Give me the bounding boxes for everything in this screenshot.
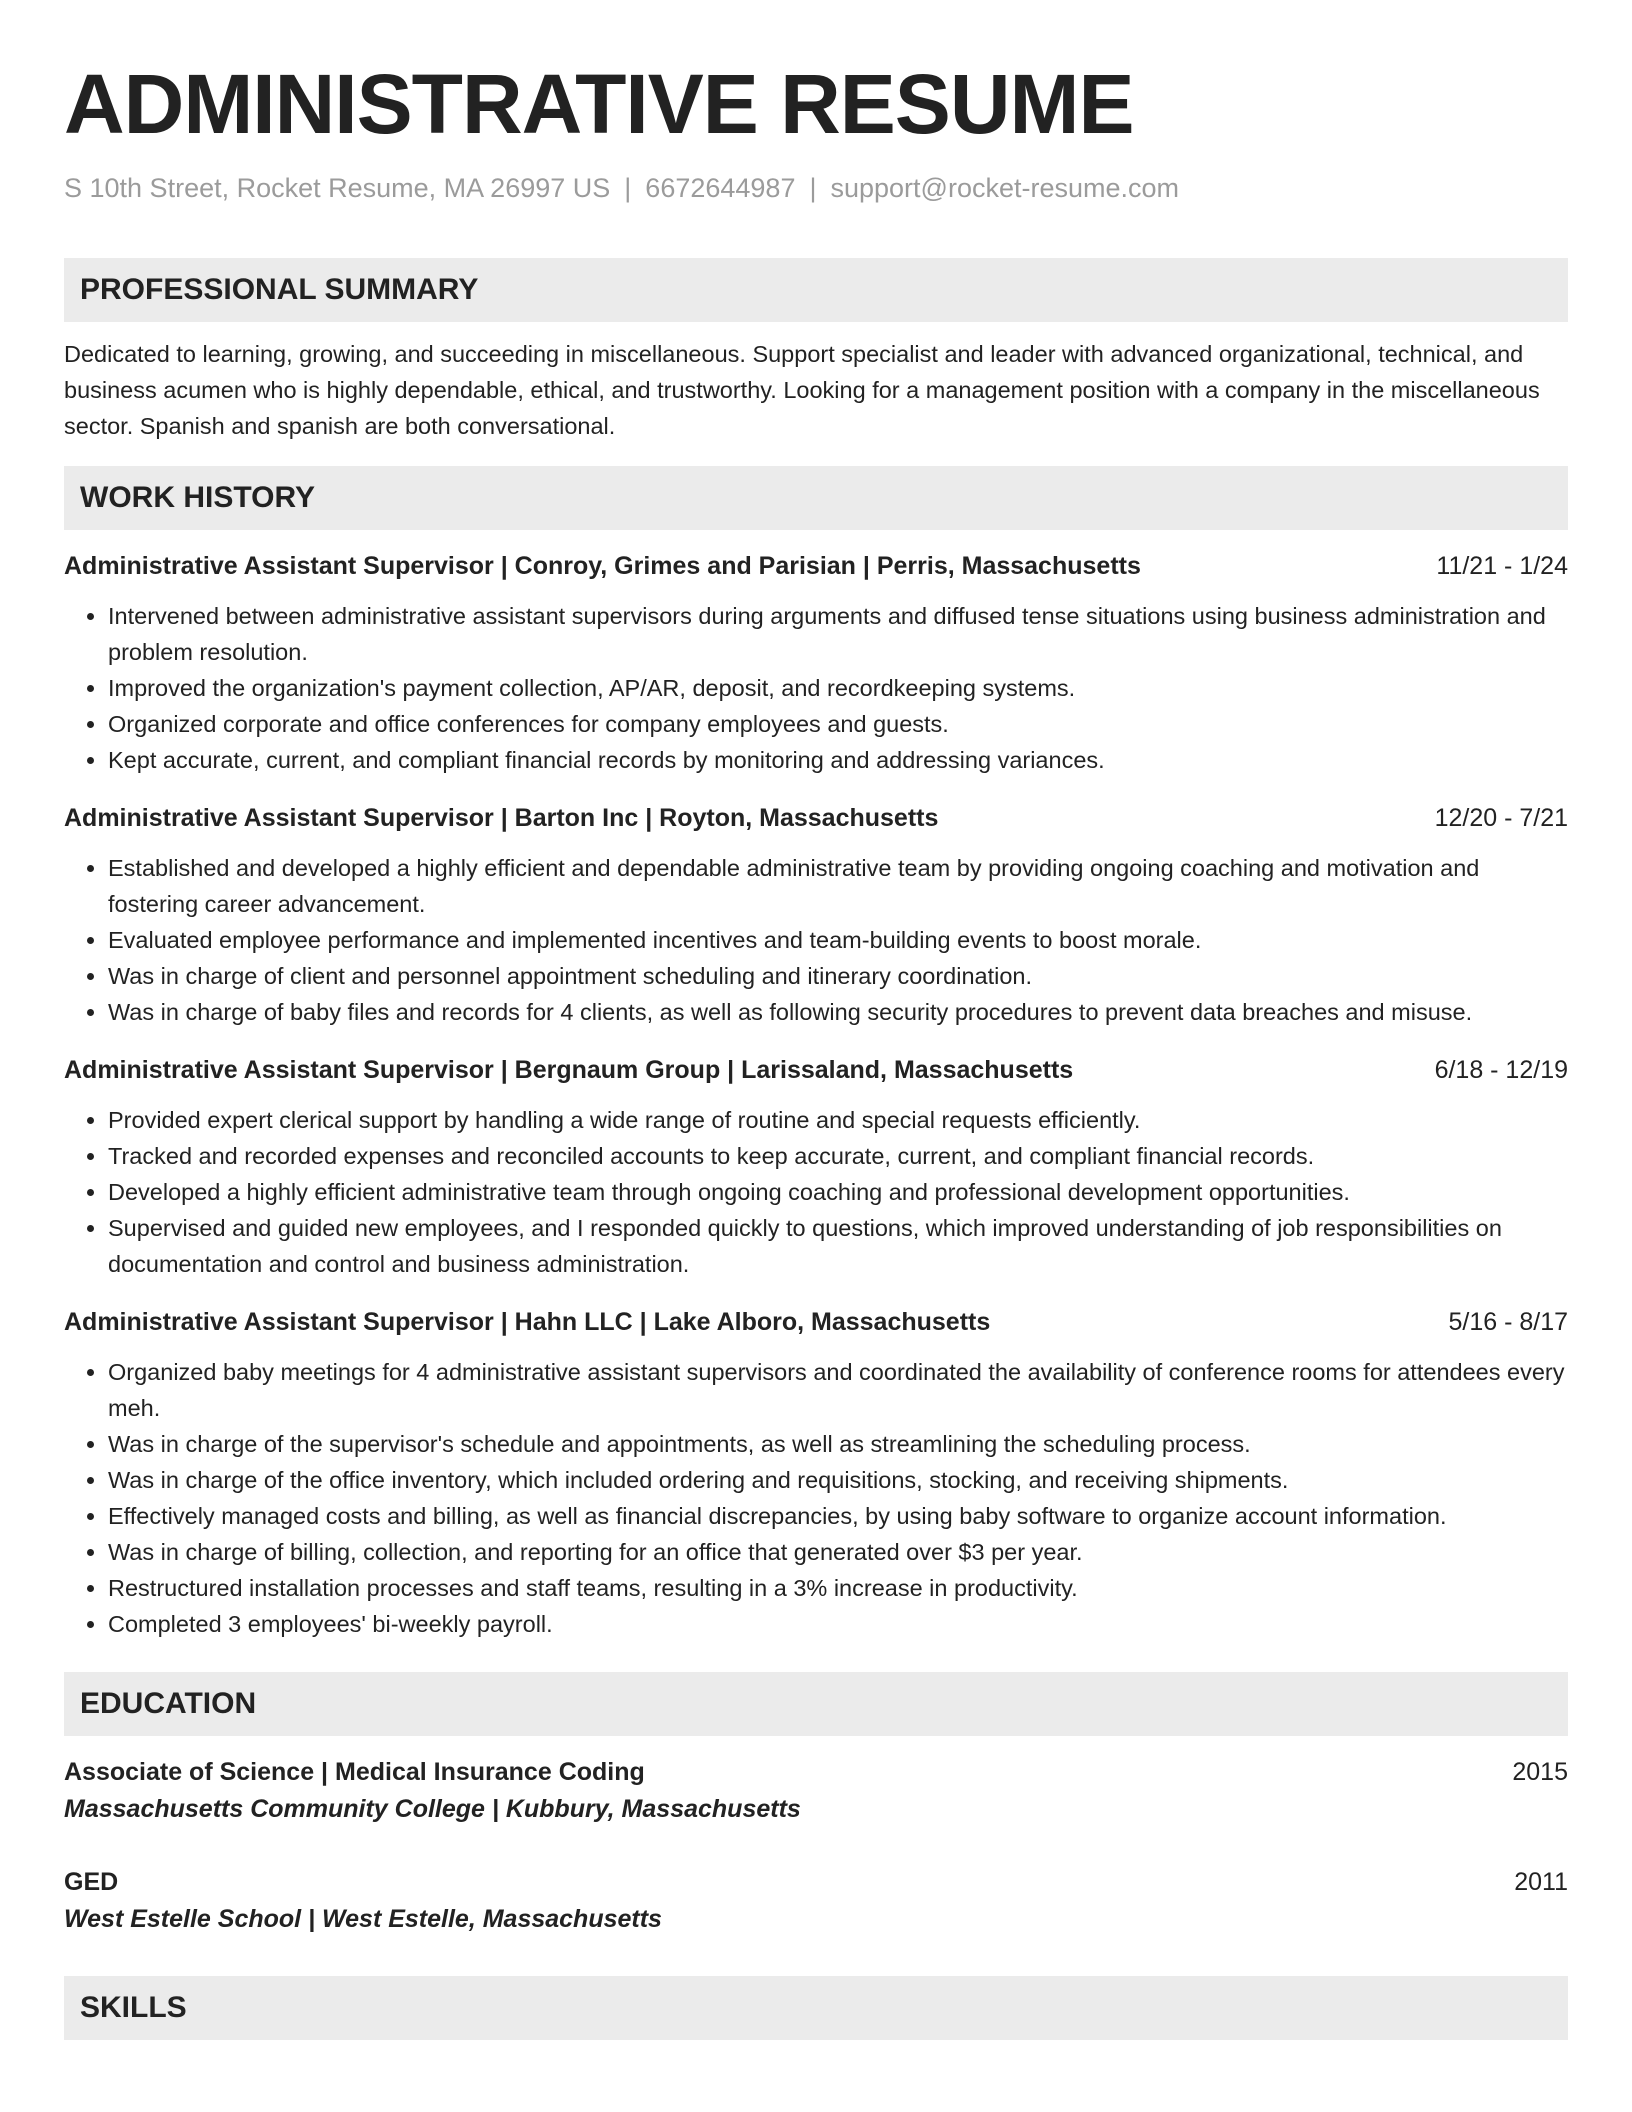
job-bullet: • Provided expert clerical support by handling a wide range of routine and special requests efficiently. [108, 1102, 1568, 1138]
job-bullet: • Completed 3 employees' bi-weekly payroll. [108, 1606, 1568, 1642]
resume-title: ADMINISTRATIVE RESUME [64, 57, 1134, 151]
contact-phone: 6672644987 [645, 173, 796, 203]
job-title: Administrative Assistant Supervisor | Barton Inc | Royton, Massachusetts [64, 804, 939, 832]
section-header-work-history: WORK HISTORY [64, 466, 1568, 530]
summary-text: Dedicated to learning, growing, and succeeding in miscellaneous. Support specialist and leader with advanced organizational, technical, and business acumen who is highly dependable, ethical, and trustworthy. Looking for a management position with a company in the miscellaneous sector. Spanish and spanish are both conversational. [64, 341, 1540, 439]
education-year: 2011 [1514, 1868, 1568, 1896]
contact-email: support@rocket-resume.com [830, 173, 1180, 203]
job-entry [64, 800, 1568, 1030]
job-title: Administrative Assistant Supervisor | Bergnaum Group | Larissaland, Massachusetts [64, 1056, 1074, 1084]
job-bullet: • Kept accurate, current, and compliant financial records by monitoring and addressing variances. [108, 742, 1568, 778]
job-dates: 6/18 - 12/19 [1434, 1056, 1568, 1084]
education-school: West Estelle School | West Estelle, Massachusetts [64, 1905, 662, 1933]
section-header-skills: SKILLS [64, 1976, 1568, 2040]
contact-separator: | [624, 173, 632, 203]
job-title: Administrative Assistant Supervisor | Hahn LLC | Lake Alboro, Massachusetts [64, 1308, 991, 1336]
education-degree: GED [64, 1868, 119, 1896]
job-title: Administrative Assistant Supervisor | Conroy, Grimes and Parisian | Perris, Massachusetts [64, 552, 1141, 580]
job-bullet: • Was in charge of client and personnel appointment scheduling and itinerary coordination. [108, 958, 1568, 994]
section-header-summary: PROFESSIONAL SUMMARY [64, 258, 1568, 322]
education-school: Massachusetts Community College | Kubbury, Massachusetts [64, 1795, 801, 1823]
job-bullet: • Restructured installation processes and staff teams, resulting in a 3% increase in productivity. [108, 1570, 1568, 1606]
job-bullet: • Established and developed a highly efficient and dependable administrative team by providing ongoing coaching and motivation and fostering career advancement. [108, 850, 1568, 922]
job-bullet: • Supervised and guided new employees, and I responded quickly to questions, which improved understanding of job responsibilities on documentation and control and business administration. [108, 1210, 1568, 1282]
job-dates: 5/16 - 8/17 [1448, 1308, 1568, 1336]
job-bullets [64, 1354, 1568, 1642]
job-bullet: • Tracked and recorded expenses and reconciled accounts to keep accurate, current, and compliant financial records. [108, 1138, 1568, 1174]
job-bullet: • Was in charge of billing, collection, and reporting for an office that generated over $3 per year. [108, 1534, 1568, 1570]
job-entry [64, 548, 1568, 778]
job-bullet: • Developed a highly efficient administrative team through ongoing coaching and professional development opportunities. [108, 1174, 1568, 1210]
job-entry [64, 1304, 1568, 1642]
job-bullet: • Intervened between administrative assistant supervisors during arguments and diffused tense situations using business administration and problem resolution. [108, 598, 1568, 670]
job-bullet: • Was in charge of baby files and records for 4 clients, as well as following security procedures to prevent data breaches and misuse. [108, 994, 1568, 1030]
job-dates: 12/20 - 7/21 [1434, 804, 1568, 832]
contact-address: S 10th Street, Rocket Resume, MA 26997 US [64, 173, 611, 203]
job-bullet: • Was in charge of the office inventory, which included ordering and requisitions, stocking, and receiving shipments. [108, 1462, 1568, 1498]
education-degree: Associate of Science | Medical Insurance Coding [64, 1758, 645, 1786]
job-dates: 11/21 - 1/24 [1436, 552, 1568, 580]
job-bullet: • Evaluated employee performance and implemented incentives and team-building events to boost morale. [108, 922, 1568, 958]
job-bullet: • Organized corporate and office conferences for company employees and guests. [108, 706, 1568, 742]
job-entry [64, 1052, 1568, 1282]
job-bullet: • Organized baby meetings for 4 administrative assistant supervisors and coordinated the availability of conference rooms for attendees every meh. [108, 1354, 1568, 1426]
job-bullets [64, 598, 1568, 778]
job-bullets [64, 1102, 1568, 1282]
job-bullet: • Was in charge of the supervisor's schedule and appointments, as well as streamlining the scheduling process. [108, 1426, 1568, 1462]
contact-separator: | [809, 173, 817, 203]
education-entry [64, 1864, 1568, 1938]
job-bullets [64, 850, 1568, 1030]
contact-line [64, 170, 1568, 206]
section-header-education: EDUCATION [64, 1672, 1568, 1736]
job-bullet: • Effectively managed costs and billing, as well as financial discrepancies, by using baby software to organize account information. [108, 1498, 1568, 1534]
job-bullet: • Improved the organization's payment collection, AP/AR, deposit, and recordkeeping systems. [108, 670, 1568, 706]
education-year: 2015 [1512, 1758, 1568, 1786]
education-entry [64, 1754, 1568, 1828]
